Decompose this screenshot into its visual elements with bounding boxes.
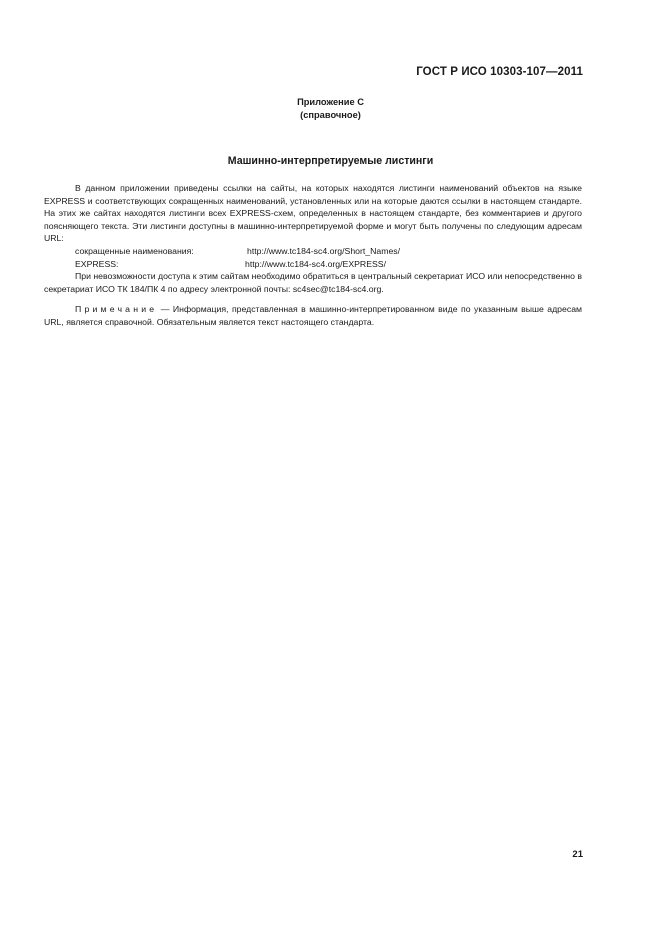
url-row-express (44, 258, 582, 271)
url-row-short-names (44, 245, 582, 258)
url-link[interactable]: http://www.tc184-sc4.org/Short_Names/ (247, 245, 401, 256)
section-title: Машинно-интерпретируемые листинги (227, 155, 434, 167)
url-link[interactable]: http://www.tc184-sc4.org/EXPRESS/ (245, 258, 386, 269)
note-label: Примечание (75, 304, 158, 315)
page-number: 21 (572, 849, 583, 860)
appendix-subtitle: (справочное) (300, 110, 361, 120)
appendix-title: Приложение С (297, 97, 364, 107)
intro-paragraph: В данном приложении приведены ссылки на сайты, на которых находятся листинги наименований объектов на языке EXPRESS и соответствующих сокращенных наименований, установленных или на которые даются ссылки в настоящем стандарте. На этих же сайтах находятся листинги всех EXPRESS-схем, определенных в настоящем стандарте, без комментариев и другого поясняющего текста. Эти листинги доступны в машинно-интерпретируемой форме и могут быть получены по следующим адресам URL: (44, 183, 582, 244)
url-label: EXPRESS: (75, 258, 119, 269)
contact-paragraph: При невозможности доступа к этим сайтам необходимо обратиться в центральный секретариат ИСО или непосредственно в секретариат ИСО ТК 184/ПК 4 по адресу электронной почты: sc4sec@tc184-sc4.org. (44, 271, 582, 294)
standard-designation: ГОСТ Р ИСО 10303-107—2011 (416, 66, 583, 78)
note-paragraph (44, 303, 582, 328)
url-label: сокращенные наименования: (75, 245, 194, 256)
appendix-heading (0, 96, 661, 122)
note-text: — Информация, представленная в машинно-интерпретированном виде по указанным выше адресам URL, является справочной. Обязательным является текст настоящего стандарта. (44, 304, 582, 327)
body-text (44, 182, 582, 329)
